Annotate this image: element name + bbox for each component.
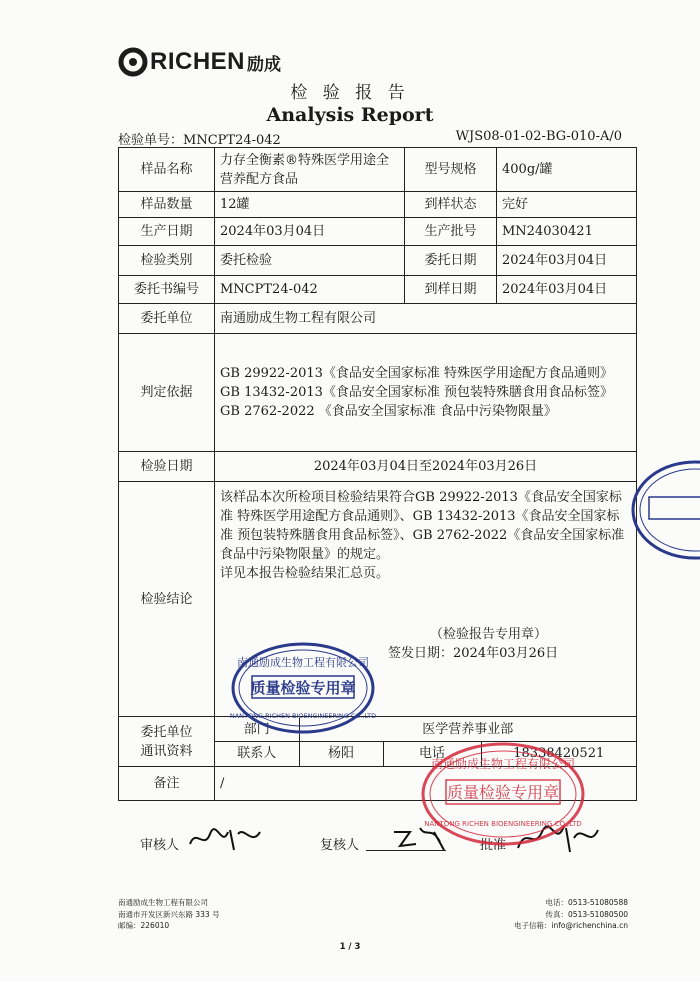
issue-date: 签发日期：2024年03月26日: [388, 646, 559, 661]
production-date-label: 生产日期: [119, 218, 215, 246]
footer-zip: 邮编：226010: [118, 921, 170, 930]
footer-fax: 传真：0513-51080500: [545, 909, 628, 919]
red-seal-english: NANTONG RICHEN BIOENGINEERING CO.,LTD: [424, 820, 582, 828]
red-seal-name: 质量检验专用章: [446, 783, 560, 802]
arrival-state-value: 完好: [497, 192, 637, 218]
red-quality-seal-stamp: [418, 738, 588, 850]
sample-name-label: 样品名称: [119, 148, 215, 192]
commission-date-label: 委托日期: [405, 246, 497, 276]
arrival-date-value: 2024年03月04日: [497, 276, 637, 304]
table-row: [119, 452, 637, 482]
phone-value: 18338420521: [481, 742, 636, 766]
production-date-value: 2024年03月04日: [215, 218, 405, 246]
footer-tel: 电话：0513-51080588: [545, 898, 628, 907]
rechecker-label: 复核人: [320, 838, 360, 853]
spec-value: 400g/罐: [497, 148, 637, 192]
contact-label-line-1: 委托单位: [140, 724, 193, 740]
table-row: [119, 192, 637, 218]
richen-logo-icon: [118, 47, 148, 77]
arrival-state-label: 到样状态: [405, 192, 497, 218]
table-row: [119, 148, 637, 192]
conclusion-text: 该样品本次所检项目检验结果符合GB 29922-2013《食品安全国家标准 特殊医学用途配方食品通则》、GB 13432-2013《食品安全国家标准 预包装特殊膳食用食品标签》、GB 2762-2022《食品安全国家标准 食品中污染物限量》的规定。: [220, 490, 625, 562]
footer-address: 南通市开发区新兴东路 333 号: [118, 909, 220, 919]
contact-label-line-2: 通讯资料: [140, 743, 193, 759]
report-title-en: Analysis Report: [266, 104, 434, 126]
basis-standard-1: GB 29922-2013《食品安全国家标准 特殊医学用途配方食品通则》: [220, 366, 614, 381]
logo-brand: RICHEN: [150, 48, 246, 75]
seal-english: NANTONG RICHEN BIOENGINEERING CO.,LTD: [229, 712, 377, 720]
seal-company: 南通励成生物工程有限公司: [237, 656, 369, 669]
basis-standard-2: GB 13432-2013《食品安全国家标准 预包装特殊膳食用食品标签》: [220, 385, 614, 400]
report-number: [118, 129, 281, 148]
category-label: 检验类别: [119, 246, 215, 276]
footer-left: [118, 897, 220, 932]
arrival-date-label: 到样日期: [405, 276, 497, 304]
report-number-value: MNCPT24-042: [183, 133, 281, 148]
report-title-cn: 检 验 报 告: [290, 83, 410, 103]
contact-person-value: 杨阳: [299, 742, 383, 766]
quality-seal-stamp: [228, 640, 378, 736]
red-seal-company: 南通励成生物工程有限公司: [430, 757, 576, 771]
basis-label: 判定依据: [119, 334, 215, 452]
dept-value: 医学营养事业部: [299, 718, 636, 742]
table-row: [119, 334, 637, 452]
contact-label: [119, 717, 215, 767]
quantity-label: 样品数量: [119, 192, 215, 218]
footer-email: 电子信箱：info@richenchina.cn: [513, 921, 628, 930]
commission-no-value: MNCPT24-042: [215, 276, 405, 304]
batch-label: 生产批号: [405, 218, 497, 246]
report-number-label: 检验单号：: [118, 133, 184, 148]
document-code: WJS08-01-02-BG-010-A/0: [455, 129, 622, 144]
page-number: 1 / 3: [339, 942, 361, 952]
table-row: [119, 304, 637, 334]
remark-value: /: [215, 767, 637, 801]
seal-name: 质量检验专用章: [250, 679, 356, 697]
logo-brand-cn: 励成: [247, 54, 282, 75]
basis-standard-3: GB 2762-2022 《食品安全国家标准 食品中污染物限量》: [220, 404, 557, 419]
basis-content: [215, 334, 637, 452]
conclusion-note: 详见本报告检验结果汇总页。: [220, 566, 390, 581]
table-row: [119, 276, 637, 304]
category-value: 委托检验: [215, 246, 405, 276]
spec-label: 型号规格: [405, 148, 497, 192]
seal-caption: （检验报告专用章）: [430, 627, 548, 642]
remark-label: 备注: [119, 767, 215, 801]
footer-right: [514, 897, 628, 932]
commission-date-value: 2024年03月04日: [497, 246, 637, 276]
quantity-value: 12罐: [215, 192, 405, 218]
conclusion-label: 检验结论: [119, 482, 215, 717]
commission-no-label: 委托书编号: [119, 276, 215, 304]
contact-person-label: 联系人: [215, 742, 299, 766]
dept-label: 部门: [215, 718, 299, 742]
edge-seal-stamp: [625, 455, 700, 565]
table-row: [119, 246, 637, 276]
approver-label: 批准: [480, 838, 507, 853]
batch-value: MN24030421: [497, 218, 637, 246]
reviewer-signature: [186, 822, 266, 854]
sample-name: 力存全衡素®特殊医学用途全营养配方食品: [215, 148, 405, 192]
table-row: [119, 218, 637, 246]
phone-label: 电话: [383, 742, 481, 766]
test-date-value: 2024年03月04日至2024年03月26日: [215, 452, 637, 482]
company-logo: [118, 42, 281, 82]
client-value: 南通励成生物工程有限公司: [215, 304, 637, 334]
test-date-label: 检验日期: [119, 452, 215, 482]
client-label: 委托单位: [119, 304, 215, 334]
footer-company: 南通励成生物工程有限公司: [118, 898, 208, 907]
reviewer-label: 审核人: [140, 838, 180, 853]
